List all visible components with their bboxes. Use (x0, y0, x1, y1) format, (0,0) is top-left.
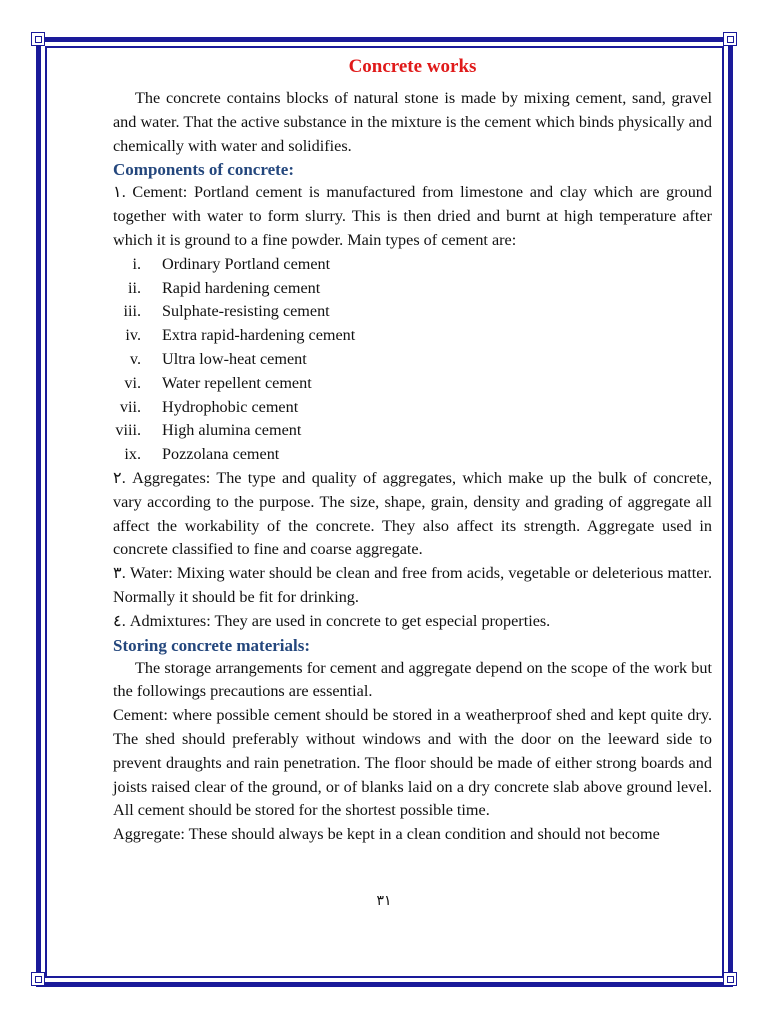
page-title: Concrete works (348, 56, 477, 77)
list-item (113, 277, 712, 301)
corner-ornament-bottom-right (723, 972, 737, 986)
list-item-label: Sulphate-resisting cement (162, 302, 330, 321)
list-item-label: High alumina cement (162, 421, 302, 440)
water-paragraph (113, 562, 712, 610)
list-item-number: iv. (125, 326, 141, 345)
list-item (113, 253, 712, 277)
list-item-label: Rapid hardening cement (162, 278, 321, 297)
item-number: ٤ (113, 611, 122, 630)
list-item-label: Pozzolana cement (162, 445, 280, 464)
list-item-label: Ultra low-heat cement (162, 349, 307, 368)
corner-ornament-bottom-left (31, 972, 45, 986)
list-item-number: i. (132, 254, 141, 273)
storing-intro-paragraph: The storage arrangements for cement and aggregate depend on the scope of the work but the followings precautions are essential. (113, 658, 712, 701)
list-item (113, 443, 712, 467)
list-item-number: vi. (124, 373, 141, 392)
aggregates-paragraph (113, 467, 712, 562)
item-text: . Admixtures: They are used in concrete to get especial properties. (121, 611, 551, 630)
list-item (113, 419, 712, 443)
document-body (113, 54, 712, 847)
item-text: . Water: Mixing water should be clean and free from acids, vegetable or deleterious matter. Normally it should be fit for drinking. (113, 564, 712, 606)
cement-paragraph (113, 181, 712, 252)
storing-aggregate-paragraph: Aggregate: These should always be kept in a clean condition and should not become (113, 825, 660, 844)
list-item (113, 372, 712, 396)
page-number: ٣١ (376, 893, 392, 909)
list-item-label: Water repellent cement (162, 373, 312, 392)
intro-paragraph: The concrete contains blocks of natural stone is made by mixing cement, sand, gravel and water. That the active substance in the mixture is the cement which binds physically and chemically with water and solidifies. (113, 89, 712, 155)
cement-types-list (113, 253, 712, 467)
item-number: ١ (113, 183, 122, 202)
list-item-number: vii. (119, 397, 141, 416)
list-item-label: Ordinary Portland cement (162, 254, 331, 273)
list-item-number: ii. (127, 278, 141, 297)
item-number: ٣ (113, 564, 122, 583)
list-item-number: iii. (123, 302, 141, 321)
item-number: ٢ (113, 468, 122, 487)
admixtures-paragraph (113, 610, 712, 634)
components-heading: Components of concrete: (113, 160, 294, 180)
storing-heading: Storing concrete materials: (113, 635, 311, 655)
list-item (113, 300, 712, 324)
item-text: . Cement: Portland cement is manufactured from limestone and clay which are ground together with water to form slurry. This is then dried and burnt at high temperature after which it is ground to a fine powder. Main types of cement are: (113, 183, 712, 249)
list-item (113, 348, 712, 372)
list-item (113, 324, 712, 348)
list-item-number: v. (129, 349, 141, 368)
corner-ornament-top-left (31, 32, 45, 46)
list-item-number: ix. (124, 445, 141, 464)
list-item-number: viii. (115, 421, 141, 440)
list-item-label: Extra rapid-hardening cement (162, 326, 356, 345)
item-text: . Aggregates: The type and quality of aggregates, which make up the bulk of concrete, vary according to the purpose. The size, shape, grain, density and grading of aggregate all affect the workability of the concrete. They also affect its strength. Aggregate used in concrete classified to fine and coarse aggregate. (113, 468, 712, 559)
list-item (113, 396, 712, 420)
list-item-label: Hydrophobic cement (162, 397, 299, 416)
corner-ornament-top-right (723, 32, 737, 46)
storing-cement-paragraph: Cement: where possible cement should be stored in a weatherproof shed and kept quite dry. The shed should preferably without windows and with the door on the leeward side to prevent draughts and rain penetration. The floor should be made of either strong boards and joists raised clear of the ground, or of blanks laid on a dry concrete slab above ground level. All cement should be stored for the shortest possible time. (113, 706, 712, 820)
